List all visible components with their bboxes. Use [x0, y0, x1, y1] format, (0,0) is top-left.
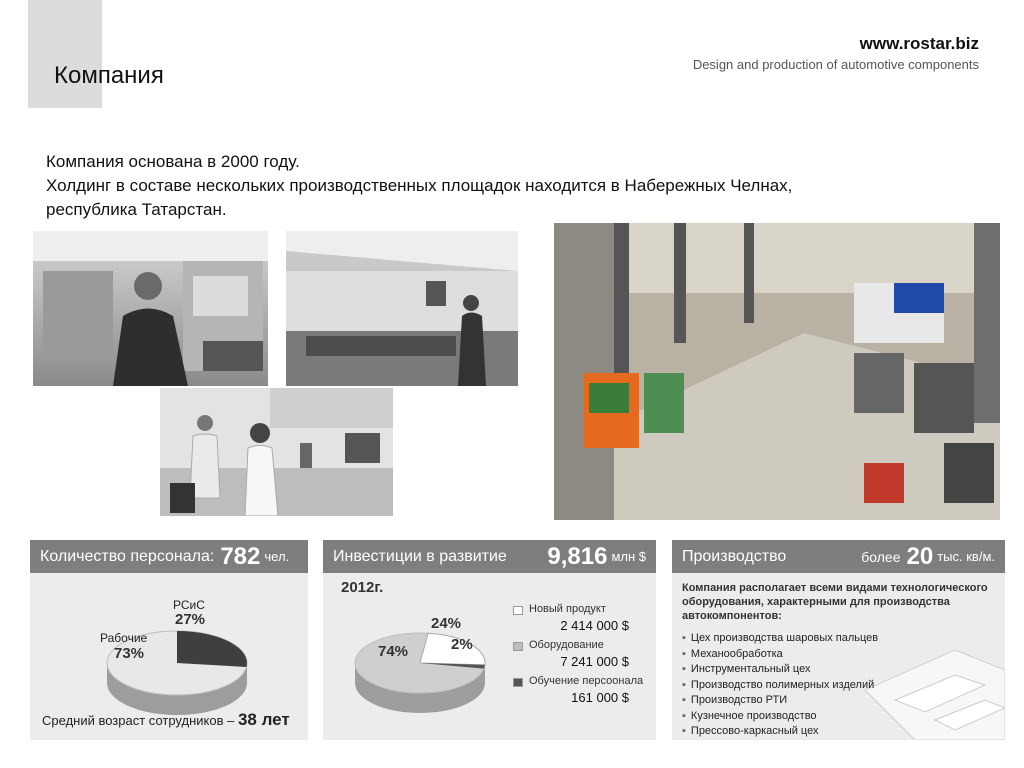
production-description: Компания располагает всеми видами технологического оборудования, характерными для производства автокомпонентов:: [682, 582, 988, 622]
investment-pct-training: 2%: [451, 636, 473, 653]
investment-pct-equipment: 74%: [378, 643, 409, 660]
staff-pie-chart: [92, 613, 262, 723]
legend-swatch: [513, 678, 523, 687]
investment-legend: [513, 603, 643, 711]
legend-value: 2 414 000 $: [560, 618, 629, 633]
staff-chart-area: [30, 573, 308, 740]
production-list-item: ▪ Механообработка: [682, 647, 878, 663]
staff-unit: чел.: [264, 549, 290, 564]
production-list: [682, 631, 878, 740]
investment-amount: 9,816: [547, 542, 608, 570]
staff-heading: Количество персонала:: [40, 547, 215, 565]
avg-age-value: 38 лет: [237, 710, 290, 729]
legend-value: 161 000 $: [571, 690, 629, 705]
intro-line: Холдинг в составе нескольких производственных площадок находится в Набережных Челнах,: [46, 176, 793, 195]
photo-assembly-line: [286, 231, 518, 386]
investment-panel-header: [323, 540, 656, 573]
intro-line: Компания основана в 2000 году.: [46, 152, 300, 171]
staff-slice-pct-workers: 73%: [114, 645, 145, 662]
legend-row: [513, 675, 643, 711]
production-body: [672, 573, 1005, 740]
legend-row: [513, 639, 643, 675]
avg-age-line: [42, 710, 290, 730]
staff-slice-rsis: [177, 631, 247, 667]
legend-label: Оборудование: [529, 639, 604, 651]
production-prefix: более: [861, 548, 901, 565]
title-accent-bar: [28, 0, 102, 108]
legend-swatch: [513, 642, 523, 651]
production-list-item: ▪ Инструментальный цех: [682, 662, 878, 678]
production-list-item: ▪ Производство РТИ: [682, 693, 878, 709]
production-unit: тыс. кв/м.: [937, 549, 995, 564]
production-list-item: ▪ Цех производства шаровых пальцев: [682, 631, 878, 647]
intro-text: [46, 150, 966, 222]
investment-panel: [323, 540, 656, 740]
production-area: 20: [906, 542, 934, 570]
production-list-item: ▪ Производство полимерных изделий: [682, 678, 878, 694]
staff-slice-label-rsis: РСиС: [173, 598, 205, 612]
staff-panel-header: [30, 540, 308, 573]
site-info: [693, 34, 979, 72]
photo-worker-machine: [33, 231, 268, 386]
investment-pie-chart: [345, 613, 505, 723]
staff-panel: [30, 540, 308, 740]
production-heading: Производство: [682, 547, 787, 565]
photo-factory-floor: [554, 223, 1000, 520]
legend-row: [513, 603, 643, 639]
legend-swatch: [513, 606, 523, 615]
staff-slice-label-workers: Рабочие: [100, 631, 148, 645]
legend-value: 7 241 000 $: [560, 654, 629, 669]
production-list-item: ▪ Прессово-каркасный цех: [682, 724, 878, 740]
site-tagline: Design and production of automotive components: [692, 57, 979, 72]
staff-slice-pct-rsis: 27%: [175, 611, 206, 628]
investment-heading: Инвестиции в развитие: [333, 547, 507, 565]
legend-label: Обучение персоонала: [529, 675, 644, 687]
investment-pct-new-product: 24%: [431, 615, 462, 632]
investment-unit: млн $: [611, 549, 646, 564]
intro-line: республика Татарстан.: [46, 200, 227, 219]
staff-count: 782: [220, 542, 261, 570]
production-panel-header: [672, 540, 1005, 573]
avg-age-text: Средний возраст сотрудников –: [42, 713, 235, 728]
investment-year: 2012г.: [341, 579, 384, 596]
legend-label: Новый продукт: [529, 603, 606, 615]
investment-chart-area: [323, 573, 656, 740]
production-list-item: ▪ Кузнечное производство: [682, 709, 878, 725]
page-title: Компания: [54, 62, 164, 89]
production-panel: [672, 540, 1005, 740]
site-url-link[interactable]: www.rostar.biz: [859, 34, 979, 53]
photo-laboratory: [160, 388, 393, 516]
